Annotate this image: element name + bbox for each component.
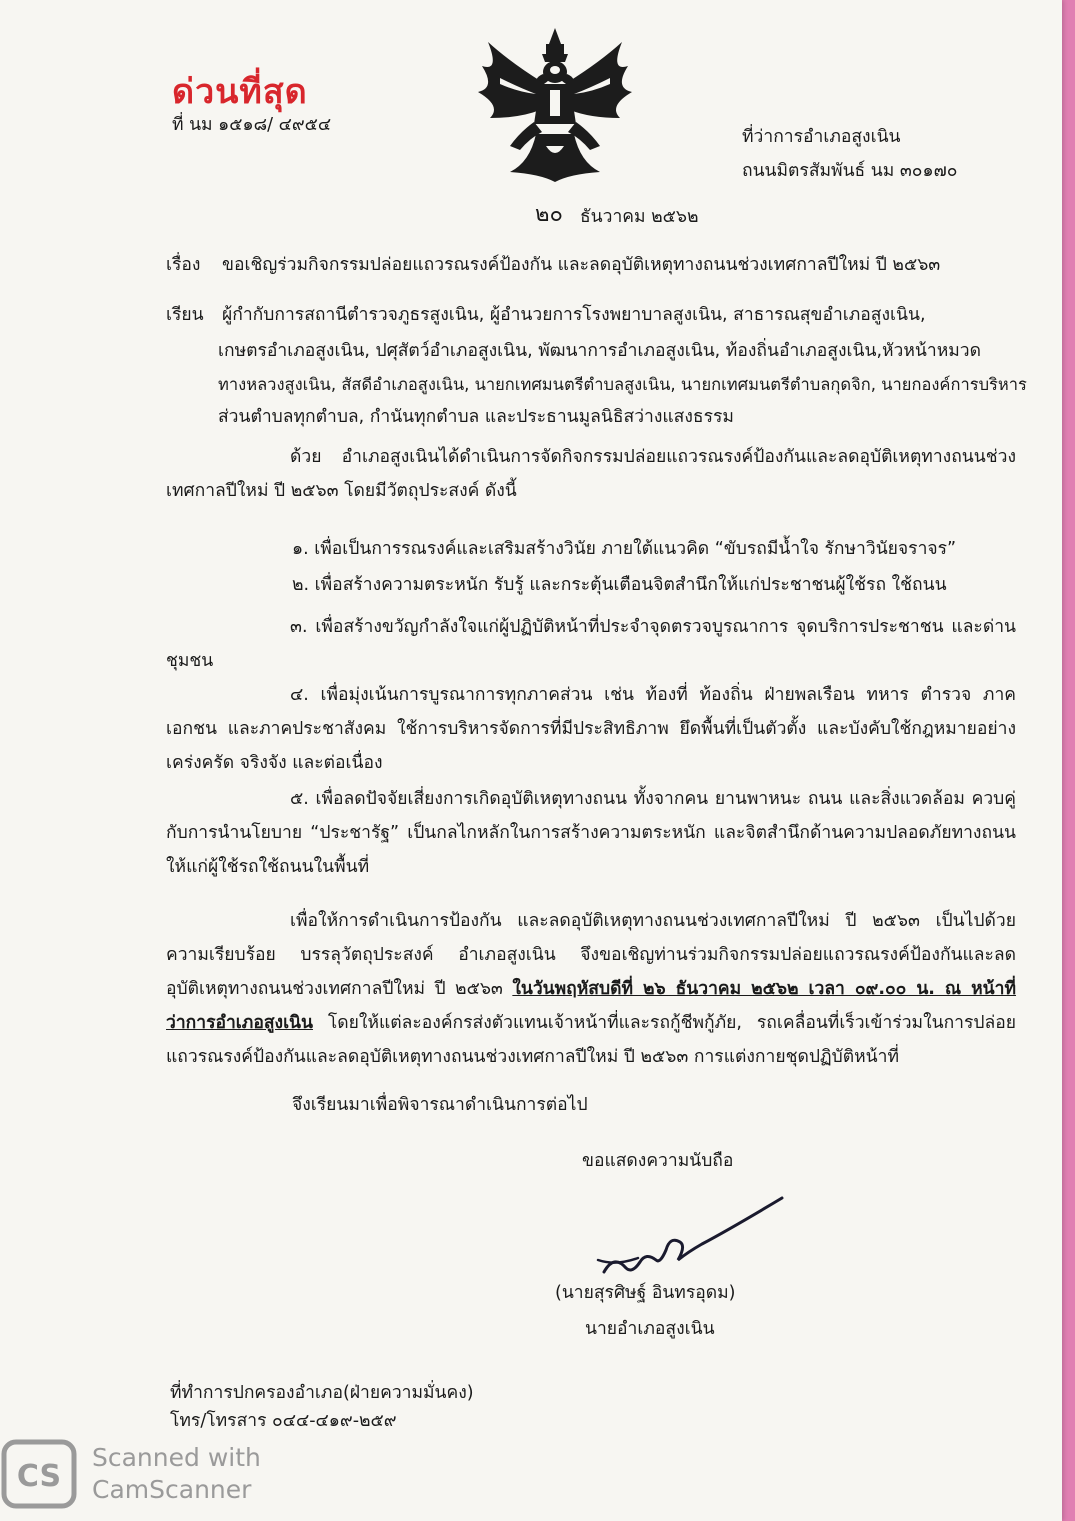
invitation-text-part2: โดยให้แต่ละองค์กรส่งตัวแทนเจ้าหน้าที่และรถกู้ชีพกู้ภัย, รถเคลื่อนที่เร็วเข้าร่วมในการปล่อยแถวรณรงค์ป้องกันและลดอุบัติเหตุทางถนนช่วงเทศกาลปีใหม่ ปี ๒๕๖๓ การแต่งกายชุดปฏิบัติหน้าที่ xyxy=(166,1013,1016,1067)
watermark-line2: CamScanner xyxy=(92,1475,252,1504)
recipient-line4: ส่วนตำบลทุกตำบล, กำนันทุกตำบล และประธานมูลนิธิสว่างแสงธรรม xyxy=(218,407,734,427)
garuda-emblem-icon xyxy=(470,22,640,192)
recipient-line3: ทางหลวงสูงเนิน, สัสดีอำเภอสูงเนิน, นายกเทศมนตรีตำบลสูงเนิน, นายกเทศมนตรีตำบลกุดจิก, นายกองค์การบริหาร xyxy=(218,375,1027,394)
objective-item-3: ๓. เพื่อสร้างขวัญกำลังใจแก่ผู้ปฏิบัติหน้าที่ประจำจุดตรวจบูรณาการ จุดบริการประชาชน และด่านชุมชน xyxy=(166,617,1016,671)
watermark-line1: Scanned with xyxy=(92,1443,261,1472)
urgency-stamp: ด่วนที่สุด xyxy=(172,72,308,112)
objective-item-4: ๔. เพื่อมุ่งเน้นการบูรณาการทุกภาคส่วน เช่น ท้องที่ ท้องถิ่น ฝ่ายพลเรือน ทหาร ตำรวจ ภาคเอกชน และภาคประชาสังคม ใช้การบริหารจัดการที่มีประสิทธิภาพ ยึดพื้นที่เป็นตัวตั้ง และบังคับใช้กฎหมายอย่างเคร่งครัด จริงจัง และต่อเนื่อง xyxy=(166,685,1016,773)
reference-number: ที่ นม ๑๕๑๘/ ๔๙๕๔ xyxy=(172,115,332,135)
recipient-line2: เกษตรอำเภอสูงเนิน, ปศุสัตว์อำเภอสูงเนิน, พัฒนาการอำเภอสูงเนิน, ท้องถิ่นอำเภอสูงเนิน,หัวหน้าหมวด xyxy=(218,341,981,361)
invitation-text-part1: เพื่อให้การดำเนินการป้องกัน และลดอุบัติเหตุทางถนนช่วงเทศกาลปีใหม่ ปี ๒๕๖๓ เป็นไปด้วยความเรียบร้อย บรรลุวัตถุประสงค์ อำเภอสูงเนิน จึงขอเชิญท่านร่วมกิจกรรมปล่อยแถวรณรงค์ป้องกันและลดอุบัติเหตุทางถนนช่วงเทศกาลปีใหม่ ปี ๒๕๖๓ xyxy=(166,911,1016,999)
intro-paragraph: ด้วย อำเภอสูงเนินได้ดำเนินการจัดกิจกรรมปล่อยแถวรณรงค์ป้องกันและลดอุบัติเหตุทางถนนช่วงเทศกาลปีใหม่ ปี ๒๕๖๓ โดยมีวัตถุประสงค์ ดังนี้ xyxy=(166,447,1016,501)
signer-name: (นายสุรศิษฐ์ อินทรอุดม) xyxy=(555,1283,736,1303)
invitation-paragraph xyxy=(166,904,1016,1074)
svg-text:CS: CS xyxy=(16,1459,62,1494)
objective-item-1: ๑. เพื่อเป็นการรณรงค์และเสริมสร้างวินัย ภายใต้แนวคิด “ขับรถมีน้ำใจ รักษาวินัยจราจร” xyxy=(292,539,957,559)
recipient-line1: ผู้กำกับการสถานีตำรวจภูธรสูงเนิน, ผู้อำนวยการโรงพยาบาลสูงเนิน, สาธารณสุขอำเภอสูงเนิน, xyxy=(222,305,926,325)
regards: ขอแสดงความนับถือ xyxy=(582,1151,734,1171)
objective-item-2: ๒. เพื่อสร้างความตระหนัก รับรู้ และกระตุ้นเตือนจิตสำนึกให้แก่ประชาชนผู้ใช้รถ ใช้ถนน xyxy=(292,575,947,595)
footer-phone: โทร/โทรสาร ๐๔๔-๔๑๙-๒๕๙ xyxy=(170,1411,397,1431)
office-address-line2: ถนนมิตรสัมพันธ์ นม ๓๐๑๗๐ xyxy=(742,161,958,181)
camscanner-watermark-text xyxy=(92,1442,261,1506)
camscanner-logo-icon xyxy=(0,1438,78,1510)
closing-sentence: จึงเรียนมาเพื่อพิจารณาดำเนินการต่อไป xyxy=(292,1095,588,1115)
objective-item-5: ๕. เพื่อลดปัจจัยเสี่ยงการเกิดอุบัติเหตุทางถนน ทั้งจากคน ยานพาหนะ ถนน และสิ่งแวดล้อม ควบคู่กับการนำนโยบาย “ประชารัฐ” เป็นกลไกหลักในการสร้างความตระหนัก และจิตสำนึกด้านความปลอดภัยทางถนนให้แก่ผู้ใช้รถใช้ถนนในพื้นที่ xyxy=(166,789,1016,877)
subject-label: เรื่อง xyxy=(166,255,201,275)
handwritten-signature-icon xyxy=(590,1180,790,1290)
footer-unit: ที่ทำการปกครองอำเภอ(ฝ่ายความมั่นคง) xyxy=(170,1383,474,1403)
signer-position: นายอำเภอสูงเนิน xyxy=(585,1319,715,1339)
background-edge xyxy=(1061,0,1075,1521)
invitation-event-datetime: ในวันพฤหัสบดีที่ ๒๖ ธันวาคม ๒๕๖๒ เวลา ๐๙.๐๐ น. ณ หน้าที่ว่าการอำเภอสูงเนิน xyxy=(166,979,1017,1033)
date-month-year: ธันวาคม ๒๕๖๒ xyxy=(580,207,699,227)
recipient-label: เรียน xyxy=(166,305,204,325)
date-day: ๒๐ xyxy=(535,202,563,227)
subject-text: ขอเชิญร่วมกิจกรรมปล่อยแถวรณรงค์ป้องกัน และลดอุบัติเหตุทางถนนช่วงเทศกาลปีใหม่ ปี ๒๕๖๓ xyxy=(222,255,941,275)
office-address-line1: ที่ว่าการอำเภอสูงเนิน xyxy=(742,127,901,147)
